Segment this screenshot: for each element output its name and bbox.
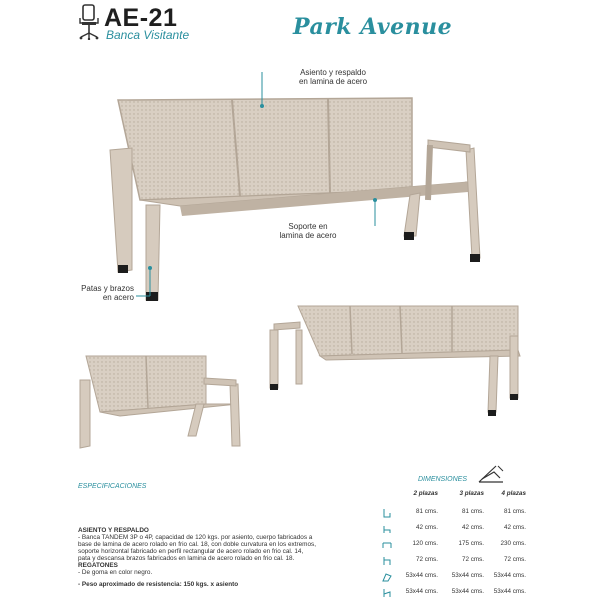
table-row: 81 cms. 81 cms. 81 cms.: [380, 508, 530, 520]
spec-section-title: REGATONES: [78, 562, 118, 569]
callout-legs-arms: Patas y brazos en acero: [81, 284, 134, 302]
dimensions-header-row: 2 plazas 3 plazas 4 plazas: [413, 490, 526, 497]
weight-note: - Peso aproximado de resistencia: 150 kgs. x asiento: [78, 581, 239, 588]
table-row: 53x44 cms. 53x44 cms. 53x44 cms.: [380, 572, 530, 584]
seat-size-icon: [382, 572, 392, 582]
product-subtitle: Banca Visitante: [106, 28, 190, 42]
arm-height-icon: [382, 556, 392, 566]
main-bench-image: [110, 98, 480, 301]
seat-depth-icon: [382, 588, 392, 598]
dimensions-heading: DIMENSIONES: [418, 476, 468, 483]
specs-heading: ESPECIFICACIONES: [78, 483, 147, 490]
four-seat-bench-image: [270, 306, 520, 416]
table-row: 42 cms. 42 cms. 42 cms.: [380, 524, 530, 536]
model-code: AE-21: [104, 4, 178, 32]
brand-name: Park Avenue: [293, 14, 453, 40]
table-row: 53x44 cms. 53x44 cms. 53x44 cms.: [380, 588, 530, 600]
height-icon: [382, 508, 392, 518]
callout-seat-back: Asiento y respaldo en lamina de acero: [298, 68, 368, 86]
seat-height-icon: [382, 524, 392, 534]
spec-section-title: ASIENTO Y RESPALDO: [78, 527, 149, 534]
callout-support: Soporte en lamina de acero: [279, 222, 337, 240]
specs-text: ASIENTO Y RESPALDO - Banca TANDEM 3P o 4P, capacidad de 120 kgs. por asiento, cuerpo fabricados a base de lamina de acero rolado en frio cal. 18, con doble curvatura en los extremos, soporte horizontal fabricado en perfil rectangular de acero rolado en frio cal. 14, pata y descansa brazos fabricados en lamina de acero rolado en frio cal. 18. REGATONES - De goma en color negro. - Peso aproximado de resistencia: 150 kgs. x asiento: [78, 527, 378, 588]
width-icon: [382, 540, 392, 550]
table-row: 120 cms. 175 cms. 230 cms.: [380, 540, 530, 552]
two-seat-bench-image: [80, 356, 240, 448]
table-row: 72 cms. 72 cms. 72 cms.: [380, 556, 530, 568]
dimensions-icon: [476, 462, 506, 486]
